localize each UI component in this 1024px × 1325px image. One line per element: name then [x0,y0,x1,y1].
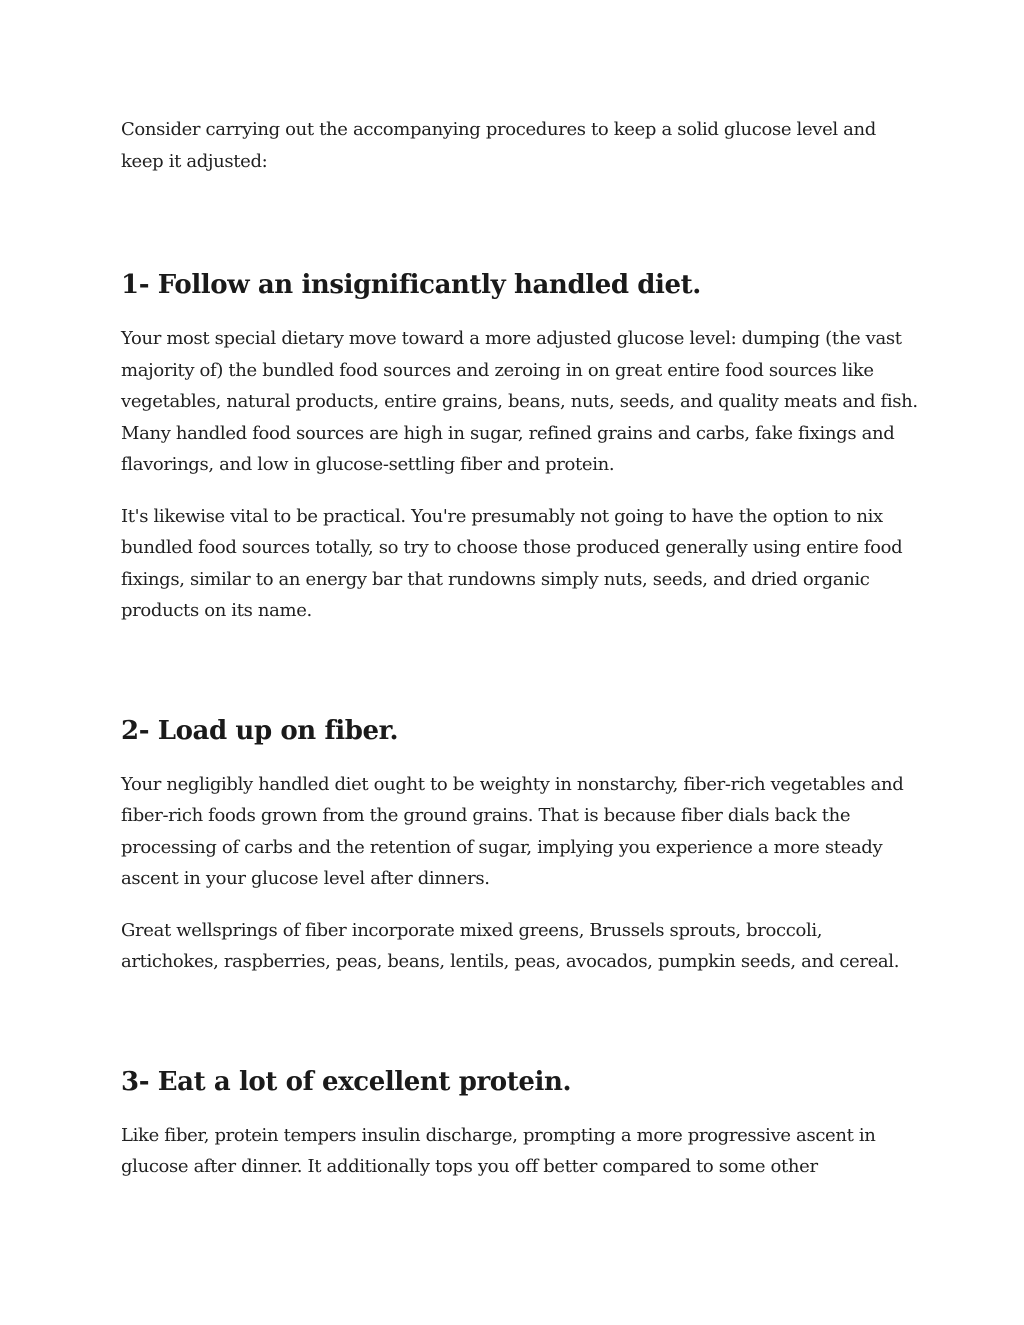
section-1-paragraph-2: It's likewise vital to be practical. You're presumably not going to have the option to nix bundled food sources totally, so try to choose those produced generally using entire food fixings, similar to an energy bar that rundowns simply nuts, seeds, and dried organic products on its name. [121,505,903,621]
document-page [121,114,921,1183]
intro-paragraph: Consider carrying out the accompanying procedures to keep a solid glucose level and keep it adjusted: [121,119,876,172]
section-1-heading: 1- Follow an insignificantly handled diet. [121,270,701,300]
section-2-paragraph-2: Great wellsprings of fiber incorporate mixed greens, Brussels sprouts, broccoli, artichokes, raspberries, peas, beans, lentils, peas, avocados, pumpkin seeds, and cereal. [121,919,900,972]
section-2-paragraph-1: Your negligibly handled diet ought to be weighty in nonstarchy, fiber-rich vegetables and fiber-rich foods grown from the ground grains. That is because fiber dials back the processing of carbs and the retention of sugar, implying you experience a more steady ascent in your glucose level after dinners. [121,773,904,889]
section-3-paragraph-1: Like fiber, protein tempers insulin discharge, prompting a more progressive ascent in glucose after dinner. It additionally tops you off better compared to some other [121,1124,876,1177]
section-1-paragraph-1: Your most special dietary move toward a more adjusted glucose level: dumping (the vast majority of) the bundled food sources and zeroing in on great entire food sources like vegetables, natural products, entire grains, beans, nuts, seeds, and quality meats and fish. Many handled food sources are high in sugar, refined grains and carbs, fake fixings and flavorings, and low in glucose-settling fiber and protein. [121,328,918,475]
section-2-heading: 2- Load up on fiber. [121,715,399,746]
section-3-heading: 3- Eat a lot of excellent protein. [121,1066,572,1097]
